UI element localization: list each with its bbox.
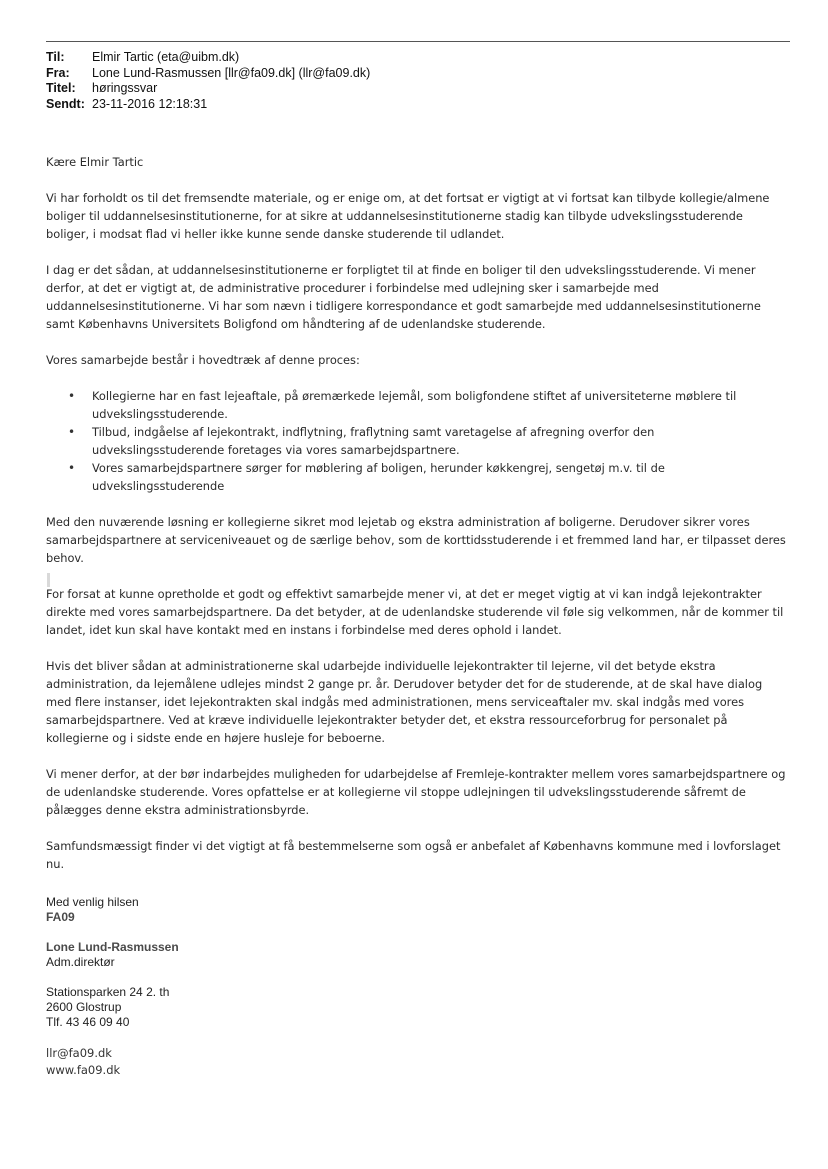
paragraph-sublease: Vi mener derfor, at der bør indarbejdes muligheden for udarbejdelse af Fremleje-kontrakter mellem vores samarbejdspartnere og de udenlandske studerende. Vores opfattelse er at kollegierne vil stoppe udlejningen til udvekslingsstuderende såfremt de pålægges denne ekstra administrationsbyrde.: [46, 767, 786, 817]
sent-value: 23-11-2016 12:18:31: [92, 96, 208, 111]
paragraph-individual-contracts: Hvis det bliver sådan at administrationerne skal udarbejde individuelle lejekontrakter til lejerne, vil det betyde ekstra administration, da lejemålene udlejes mindst 2 gange pr. år. Derudover betyder det for de studerende, at de skal have dialog med flere instanser, idet lejekontrakten skal indgås med administrationen, mens serviceaftaler mv. skal indgås med vores samarbejdspartnere. Ved at kræve individuelle lejekontrakter betyder det, et ekstra ressourceforbrug for personalet på kollegierne og i sidste ende en højere husleje for beboerne.: [46, 659, 763, 745]
website-link: www.fa09.dk: [46, 1063, 121, 1077]
header-subject-row: [46, 81, 370, 97]
paragraph-current-solution: Med den nuværende løsning er kollegierne sikret mod lejetab og ekstra administration af boligerne. Derudover sikrer vores samarbejdspartnere at serviceniveauet og de særlige behov, som de korttidsstuderende i et fremmed land har, er tilpasset deres behov.: [46, 515, 786, 565]
header-to-row: [46, 50, 370, 66]
from-value: Lone Lund-Rasmussen [llr@fa09.dk] (llr@fa09.dk): [92, 65, 371, 80]
subject-label: Titel:: [46, 81, 76, 95]
sender-title: Adm.direktør: [46, 955, 115, 969]
list-item: • Tilbud, indgåelse af lejekontrakt, indflytning, fraflytning samt varetagelse af afregning overfor den udvekslingsstuderende foretages via vores samarbejdspartnere.: [92, 423, 786, 459]
email-header: [46, 50, 370, 112]
to-label: Til:: [46, 50, 65, 64]
from-label: Fra:: [46, 65, 70, 80]
sent-label: Sendt:: [46, 96, 85, 111]
address-line-1: Stationsparken 24 2. th: [46, 985, 170, 999]
company-name: FA09: [46, 910, 75, 924]
paragraph-intro: Vi har forholdt os til det fremsendte materiale, og er enige om, at det fortsat er vigtigt at vi fortsat kan tilbyde kollegie/almene boliger til uddannelsesinstitutionerne, for at sikre at uddannelsesinstitutionerne stadig kan tilbyde udvekslingsstuderende boliger, i modsat flad vi heller ikke kunne sende danske studerende til udlandet.: [46, 191, 770, 241]
list-item: • Vores samarbejdspartnere sørger for møblering af boligen, herunder køkkengrej, sengetøj m.v. til de udvekslingsstuderende: [92, 459, 786, 495]
paragraph-process-intro: Vores samarbejde består i hovedtræk af denne proces:: [46, 353, 360, 367]
phone-number: Tlf. 43 46 09 40: [46, 1015, 130, 1029]
header-from-row: [46, 66, 370, 82]
greeting: Kære Elmir Tartic: [46, 155, 144, 169]
top-divider: [46, 41, 790, 42]
address-line-2: 2600 Glostrup: [46, 1000, 122, 1014]
process-list: [46, 387, 786, 495]
email-body: [46, 153, 786, 891]
to-value: Elmir Tartic (eta@uibm.dk): [92, 50, 240, 64]
header-sent-row: [46, 97, 370, 113]
paragraph-direct-contracts: For forsat at kunne opretholde et godt og effektivt samarbejde mener vi, at det er meget vigtig at vi kan indgå lejekontrakter direkte med vores samarbejdspartnere. Da det betyder, at de udenlandske studerende vil føle sig velkommen, når de kommer til landet, idet kun skal have kontakt med en instans i forbindelse med deres ophold i landet.: [46, 587, 784, 637]
list-item: • Kollegierne har en fast lejeaftale, på øremærkede lejemål, som boligfondene stiftet af universiteterne møblere til udvekslingsstuderende.: [92, 387, 786, 423]
paragraph-obligation: I dag er det sådan, at uddannelsesinstitutionerne er forpligtet til at finde en boliger til den udvekslingsstuderende. Vi mener derfor, at det er vigtigt at, de administrative procedurer i forbindelse med udlejning sker i samarbejde med uddannelsesinstitutionerne. Vi har som nævn i tidligere korrespondance et godt samarbejde med uddannelsesinstitutionerne samt Københavns Universitets Boligfond om håndtering af de udenlandske studerende.: [46, 263, 761, 331]
sender-name: Lone Lund-Rasmussen: [46, 940, 179, 954]
subject-value: høringssvar: [92, 81, 158, 95]
closing: Med venlig hilsen: [46, 895, 139, 909]
paragraph-conclusion: Samfundsmæssigt finder vi det vigtigt at få bestemmelserne som også er anbefalet af Københavns kommune med i lovforslaget nu.: [46, 839, 781, 871]
email-address: llr@fa09.dk: [46, 1046, 112, 1060]
margin-mark: [47, 573, 50, 587]
signature-block: [46, 895, 179, 1079]
